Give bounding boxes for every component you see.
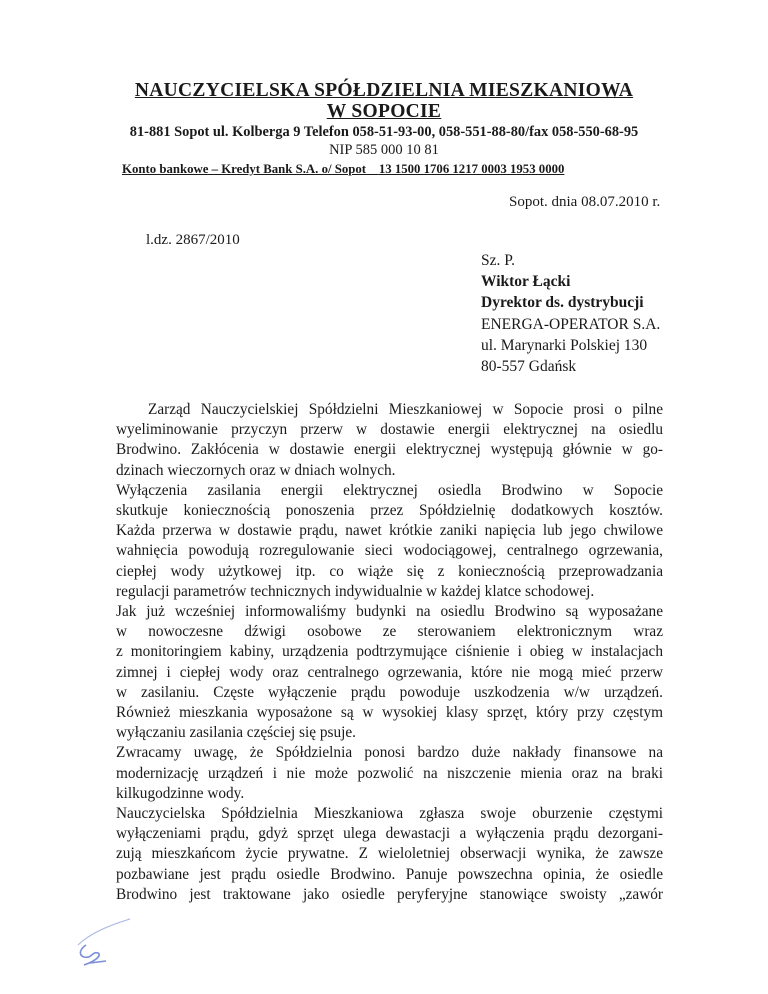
body-line: w nowoczesne dźwigi osobowe ze sterowaniem elektronicznym wraz	[116, 623, 663, 641]
body-line: pozbawiane jest prądu osiedle Brodwino. Panuje powszechna opinia, że osiedle	[116, 865, 663, 883]
body-line: skutkuje koniecznością ponoszenia przez Spółdzielnię dodatkowych kosztów.	[116, 502, 663, 520]
recipient-salutation: Sz. P.	[481, 252, 516, 269]
bank-name: Konto bankowe – Kredyt Bank S.A. o/ Sopot	[122, 162, 367, 176]
body-line: wyeliminowanie przyczyn przerw w dostawie energii elektrycznej na osiedlu	[116, 421, 663, 439]
org-title-line2: W SOPOCIE	[326, 101, 442, 122]
recipient-name: Wiktor Łącki	[481, 273, 571, 291]
body-line: ciepłej wody użytkowej itp. co wiąże się z koniecznością przeprowadzania	[116, 562, 663, 580]
signature-mark	[70, 905, 140, 975]
recipient-position: Dyrektor ds. dystrybucji	[481, 294, 644, 312]
body-line: Każda przerwa w dostawie prądu, nawet krótkie zaniki napięcia lub jego chwilowe	[116, 522, 663, 540]
body-line: Jak już wcześniej informowaliśmy budynki na osiedlu Brodwino są wyposażane	[116, 603, 663, 621]
body-line: wahnięcia powodują rozregulowanie sieci wodociągowej, centralnego ogrzewania,	[116, 542, 663, 560]
body-line: Również mieszkania wyposażone są w wysokiej klasy sprzęt, który przy częstym	[116, 704, 663, 722]
body-line: Zwracamy uwagę, że Spółdzielnia ponosi bardzo duże nakłady finansowe na	[116, 744, 663, 762]
body-line: zimnej i ciepłej wody oraz centralnego ogrzewania, które nie mogą mieć przerw	[116, 663, 663, 681]
body-line: Zarząd Nauczycielskiej Spółdzielni Mieszkaniowej w Sopocie prosi o pilne	[148, 401, 663, 418]
recipient-company: ENERGA-OPERATOR S.A.	[481, 315, 661, 333]
recipient-city: 80-557 Gdańsk	[481, 358, 577, 376]
body-line: Brodwino jest traktowane jako osiedle peryferyjne stanowiące swoisty „zawór	[116, 885, 663, 903]
body-line: dzinach wieczornych oraz w dniach wolnych.	[116, 461, 396, 479]
org-address: 81-881 Sopot ul. Kolberga 9 Telefon 058-51-93-00, 058-551-88-80/fax 058-550-68-95	[129, 124, 639, 140]
body-line: z monitoringiem kabiny, urządzenia podtrzymujące ciśnienie i obieg w instalacjach	[116, 643, 663, 661]
body-line: wyłączeniami prądu, gdyż sprzęt ulega dewastacji a wyłączenia prądu dezorgani-	[116, 825, 663, 843]
body-line: Brodwino. Zakłócenia w dostawie energii elektrycznej występują głównie w go-	[116, 441, 663, 459]
body-line: regulacji parametrów technicznych indywidualnie w każdej klatce schodowej.	[116, 582, 595, 600]
body-line: wyłączaniu zasilania częściej się psuje.	[116, 724, 356, 742]
letter-date: Sopot. dnia 08.07.2010 r.	[509, 194, 661, 210]
recipient-street: ul. Marynarki Polskiej 130	[481, 336, 648, 354]
org-title-line1: NAUCZYCIELSKA SPÓŁDZIELNIA MIESZKANIOWA	[134, 80, 634, 101]
letter-body	[116, 400, 663, 905]
body-line: zują mieszkańcom życie prywatne. Z wieloletniej obserwacji wynika, że zawsze	[116, 845, 663, 863]
body-line: Wyłączenia zasilania energii elektrycznej osiedla Brodwino w Sopocie	[116, 481, 663, 499]
body-line: modernizację urządzeń i nie może pozwolić na niszczenie mienia oraz na braki	[116, 764, 663, 782]
body-line: Nauczycielska Spółdzielnia Mieszkaniowa zgłasza swoje oburzenie częstymi	[116, 805, 663, 823]
body-line: w zasilaniu. Częste wyłączenie prądu powoduje uszkodzenia w/w urządzeń.	[116, 683, 663, 701]
org-nip: NIP 585 000 10 81	[329, 142, 439, 158]
recipient-block	[481, 250, 660, 377]
bank-line	[122, 162, 564, 177]
body-line: kilkugodzinne wody.	[116, 784, 245, 802]
bank-account: 13 1500 1706 1217 0003 1953 0000	[378, 162, 565, 176]
reference-number: l.dz. 2867/2010	[146, 232, 240, 248]
